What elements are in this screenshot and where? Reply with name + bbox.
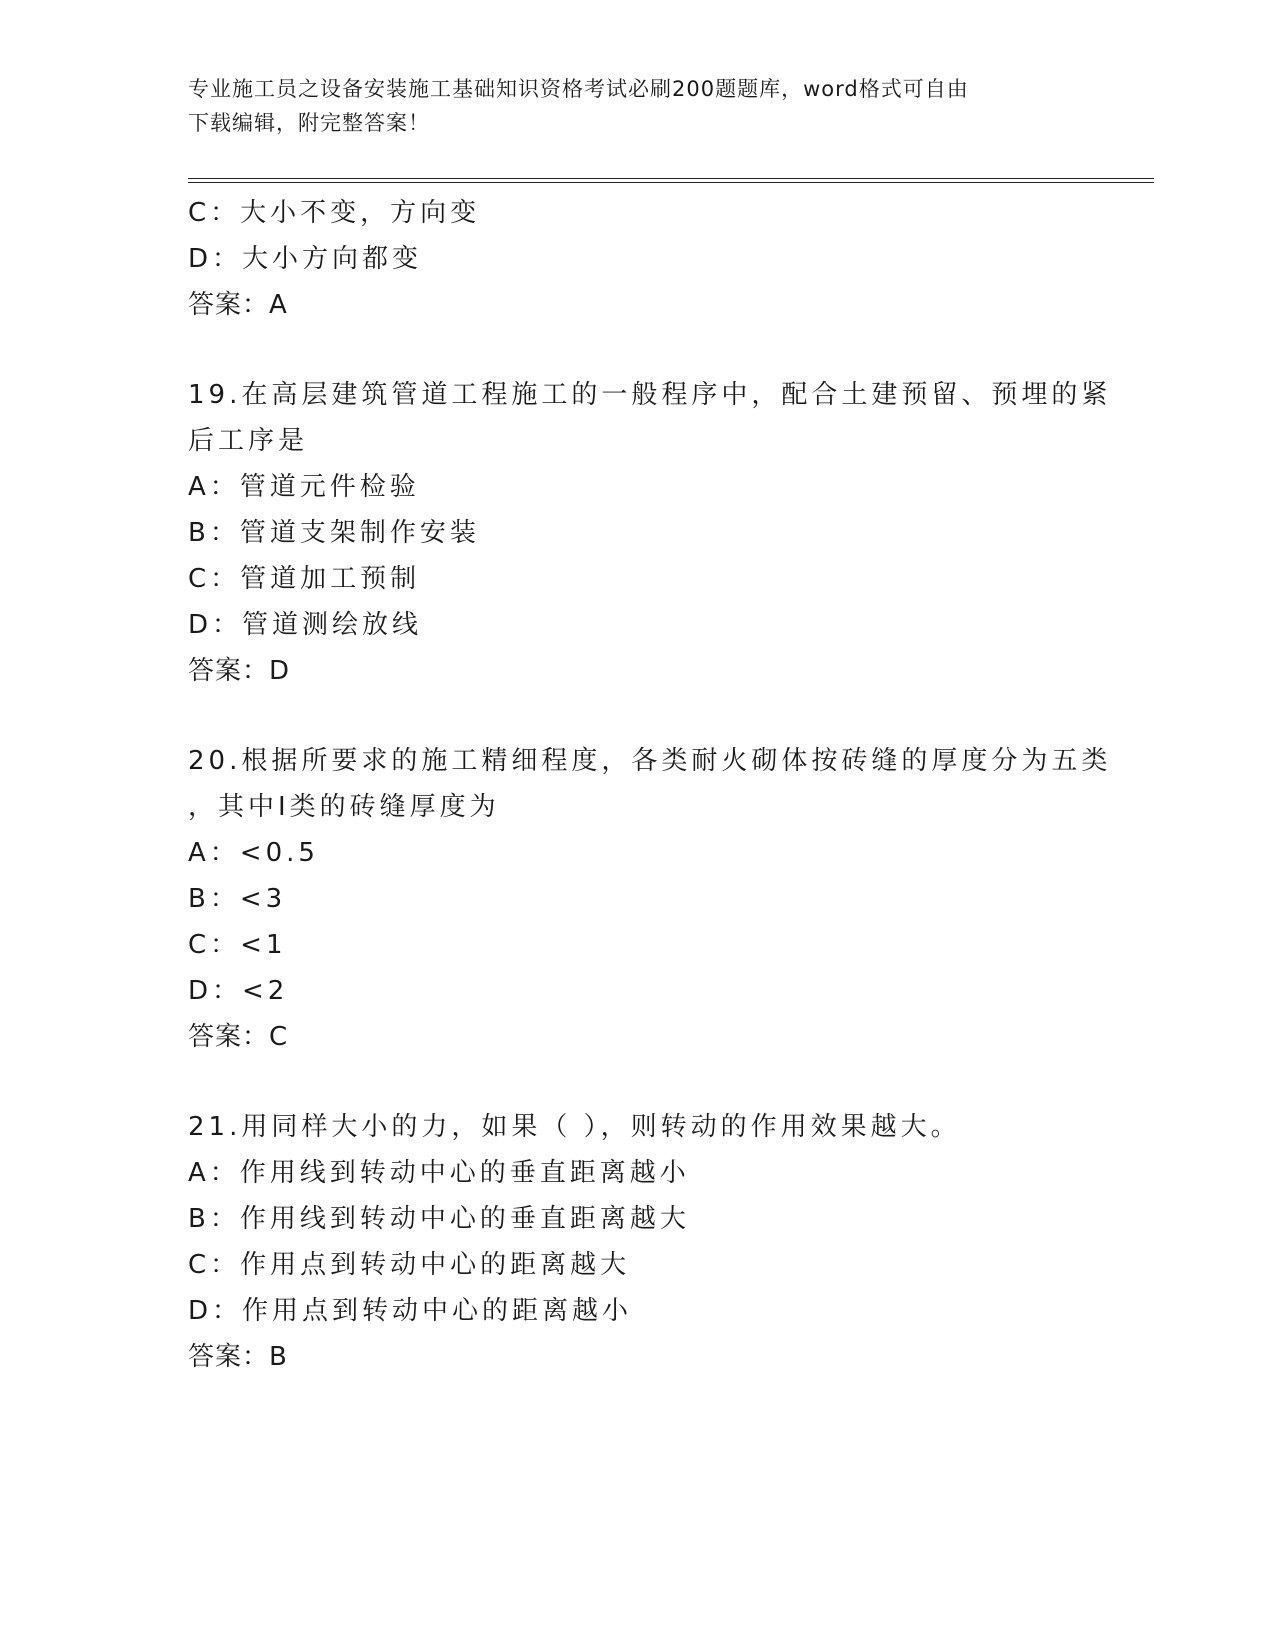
question-block [188, 738, 1112, 1060]
option-c: C：管道加工预制 [188, 564, 421, 594]
answer: 答案：B [188, 1342, 288, 1372]
answer: 答案：D [188, 656, 291, 686]
question-text-cont: ，其中Ⅰ类的砖缝厚度为 [188, 792, 500, 822]
option-a: A：作用线到转动中心的垂直距离越小 [188, 1158, 690, 1188]
option-d: D：大小方向都变 [188, 244, 423, 274]
question-text: 20.根据所要求的施工精细程度，各类耐火砌体按砖缝的厚度分为五类 [188, 746, 1112, 776]
question-block [188, 1104, 1088, 1380]
question-list [188, 190, 1112, 1380]
header-divider-bottom [188, 182, 1154, 183]
option-b: B：<3 [188, 884, 287, 914]
header-divider-top [188, 178, 1154, 179]
option-a: A：管道元件检验 [188, 472, 420, 502]
option-b: B：管道支架制作安装 [188, 518, 480, 548]
question-block [188, 372, 1112, 694]
question-text-cont: 后工序是 [188, 426, 309, 456]
option-d: D：<2 [188, 976, 289, 1006]
option-b: B：作用线到转动中心的垂直距离越大 [188, 1204, 690, 1234]
question-text: 21.用同样大小的力，如果（ ），则转动的作用效果越大。 [188, 1112, 961, 1142]
answer: 答案：A [188, 290, 288, 320]
option-c: C：作用点到转动中心的距离越大 [188, 1250, 631, 1280]
document-header [188, 72, 1088, 140]
answer: 答案：C [188, 1022, 289, 1052]
header-line-1: 专业施工员之设备安装施工基础知识资格考试必刷200题题库，word格式可自由 [188, 77, 969, 101]
option-a: A：<0.5 [188, 838, 319, 868]
option-c: C：<1 [188, 930, 287, 960]
question-block [188, 190, 1088, 328]
question-text: 19.在高层建筑管道工程施工的一般程序中，配合土建预留、预埋的紧 [188, 380, 1112, 410]
block-gap [188, 328, 1088, 372]
option-c: C：大小不变，方向变 [188, 198, 481, 228]
block-gap [188, 1060, 1088, 1104]
header-line-2: 下载编辑，附完整答案！ [188, 111, 430, 135]
block-gap [188, 694, 1088, 738]
option-d: D：管道测绘放线 [188, 610, 423, 640]
option-d: D：作用点到转动中心的距离越小 [188, 1296, 633, 1326]
